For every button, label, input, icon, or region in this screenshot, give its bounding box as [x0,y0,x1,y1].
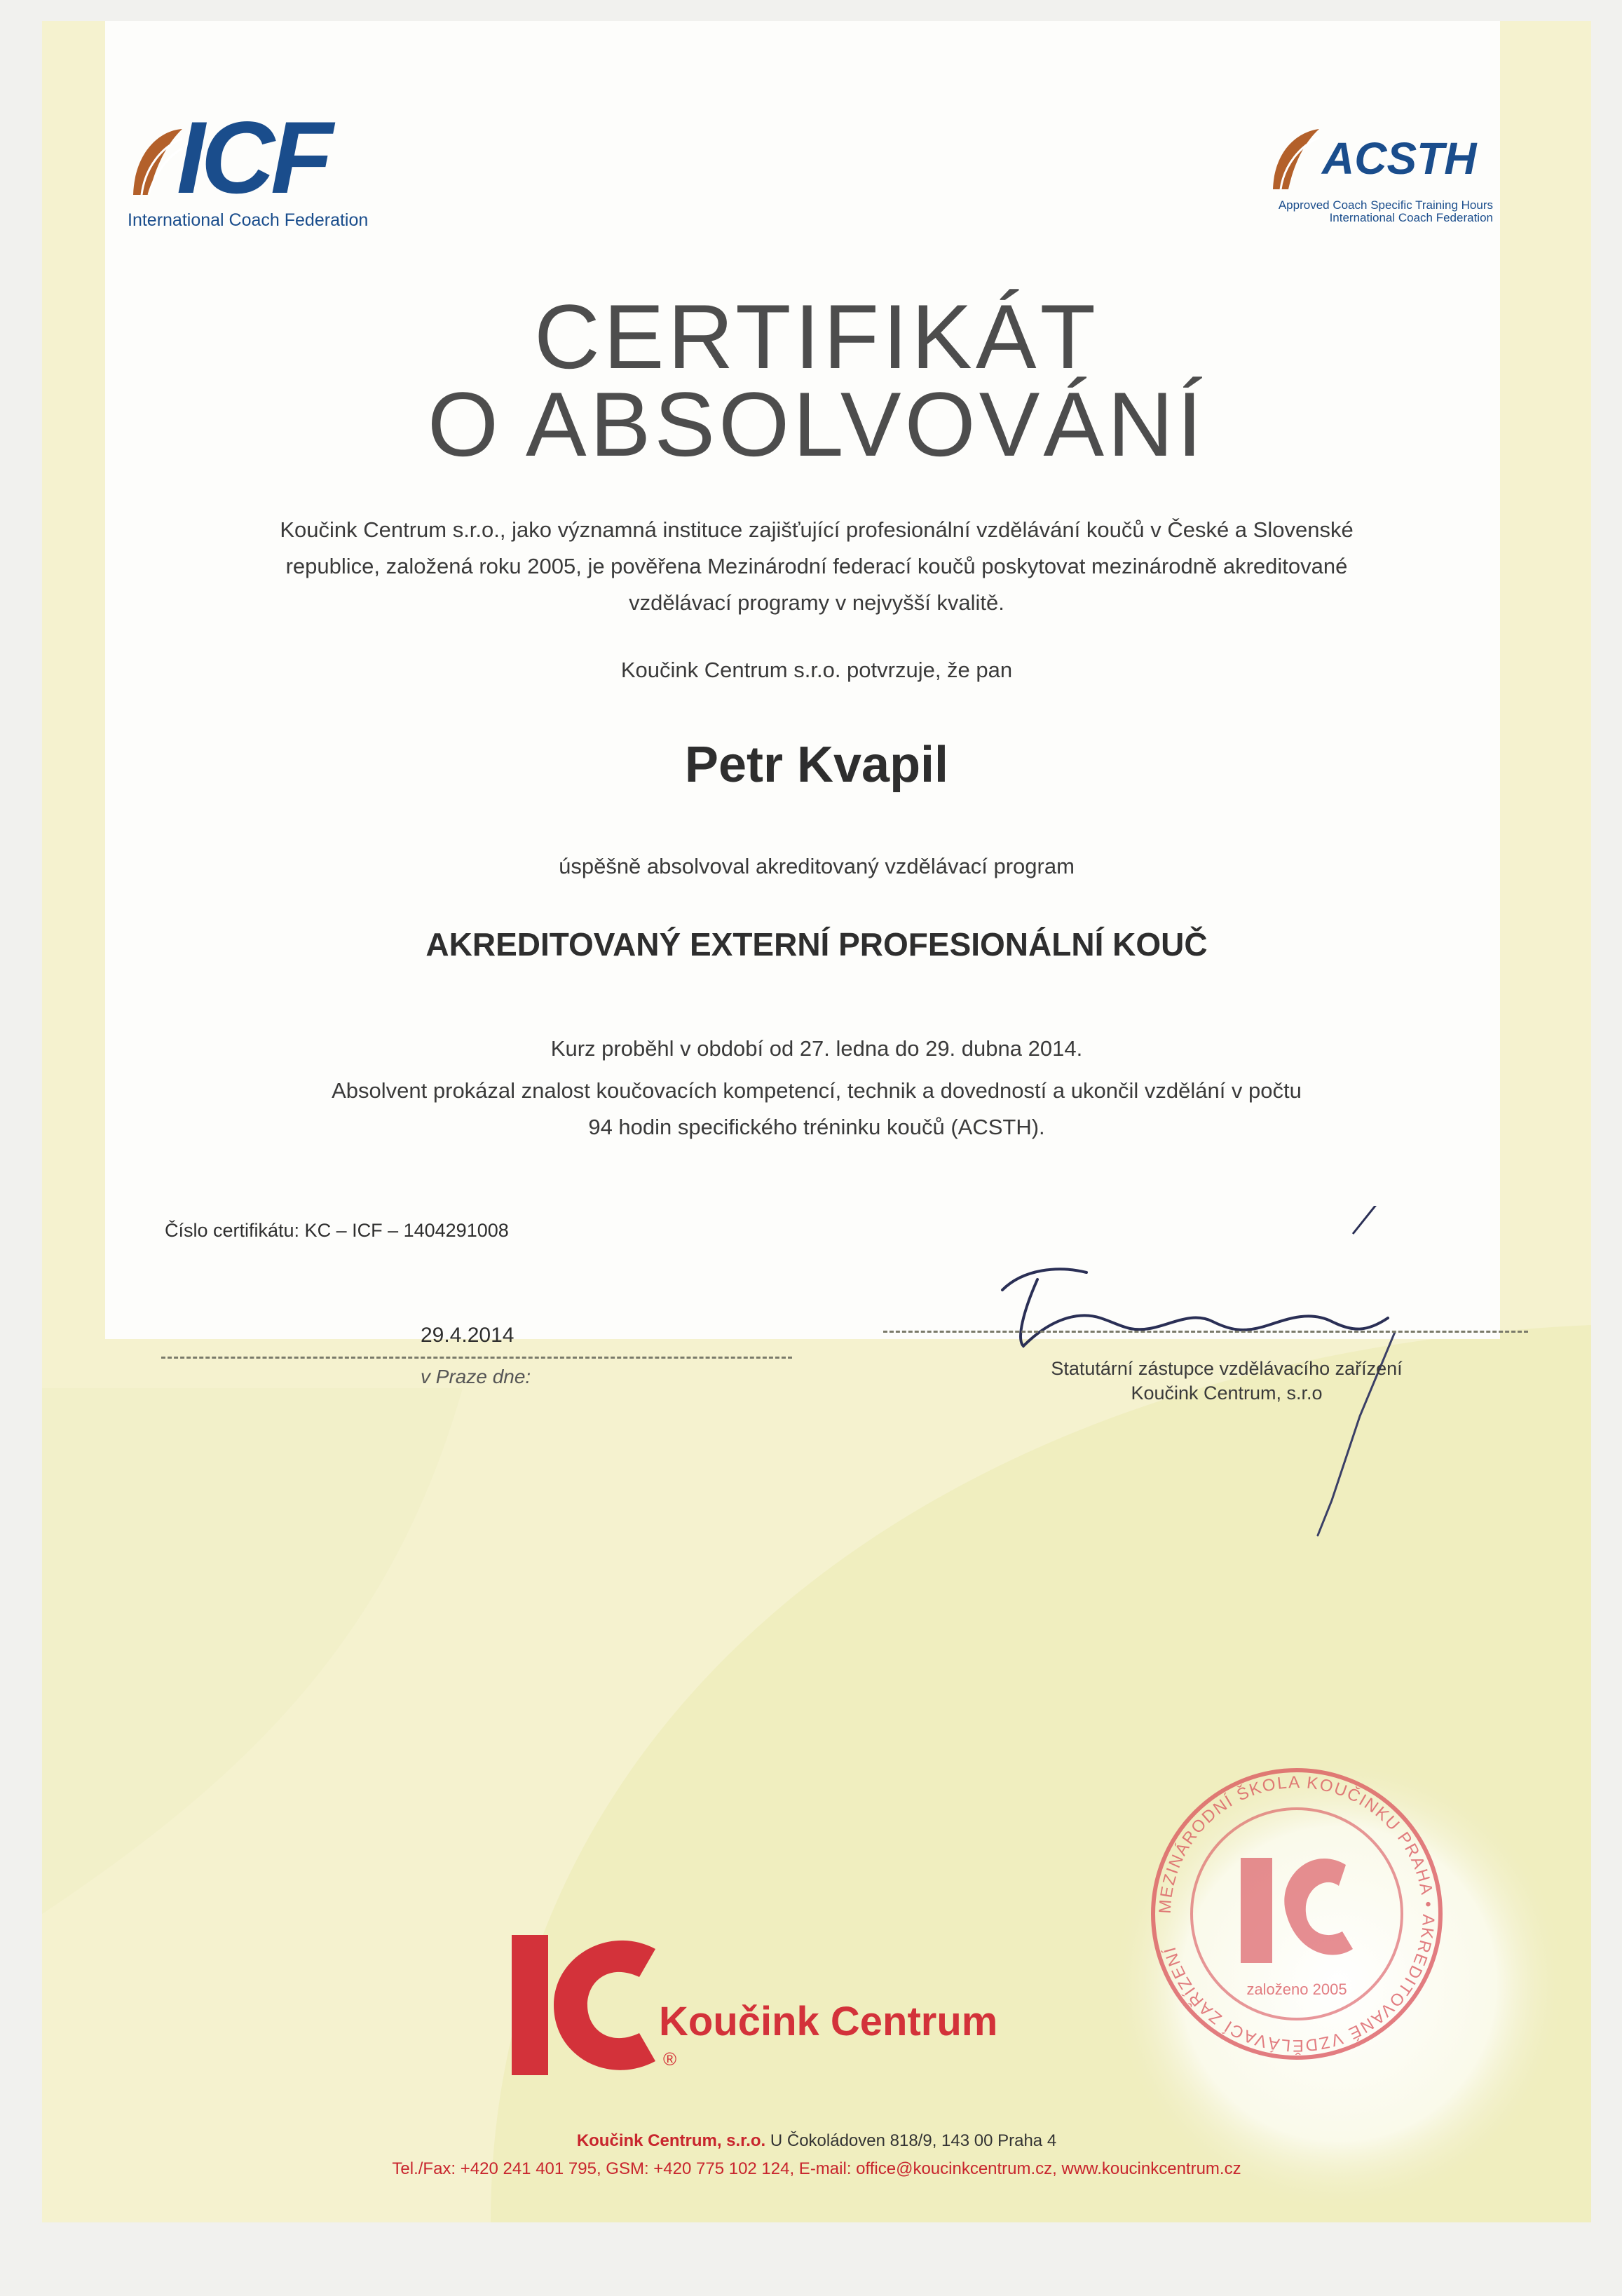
brand-name [659,1998,997,2045]
acsth-subtitle [1269,199,1493,224]
icf-swoosh-icon [128,125,184,202]
signer-caption [946,1357,1507,1406]
program-name: AKREDITOVANÝ EXTERNÍ PROFESIONÁLNÍ KOUČ [425,926,1208,963]
registered-mark: ® [663,2049,677,2070]
intro-line-1: Koučink Centrum s.r.o., jako významná instituce zajišťující profesionální vzdělávání koučů v České a Slovenské [280,517,1354,542]
certificate-page [42,21,1591,2222]
footer-company [42,2131,1591,2151]
footer-company-name: Koučink Centrum, s.r.o. [576,2131,766,2150]
certificate-number: Číslo certifikátu: KC – ICF – 1404291008 [165,1220,509,1241]
icf-subtitle: International Coach Federation [128,210,369,230]
intro-line-3: vzdělávací programy v nejvyšší kvalitě. [629,590,1004,615]
stamp-ring-text: MEZINÁRODNÍ ŠKOLA KOUČINKU PRAHA • AKREDITOVANÉ VZDĚLÁVACÍ ZAŘÍZENÍ [1155,1772,1438,2056]
brand-name-text: Koučink Centrum [659,1999,998,2044]
signer-company: Koučink Centrum, s.r.o [1131,1383,1323,1404]
issue-place: v Praze dne: [421,1366,531,1387]
recipient-name: Petr Kvapil [684,737,949,793]
footer-address: U Čokoládoven 818/9, 143 00 Praha 4 [770,2131,1057,2150]
competence-paragraph [182,1073,1451,1146]
signature-line [883,1331,1528,1333]
acsth-subtitle-line1: Approved Coach Specific Training Hours [1278,198,1493,212]
acsth-swoosh-icon [1269,126,1322,193]
acsth-subtitle-line2: International Coach Federation [1329,210,1493,224]
date-line [161,1357,792,1359]
completed-text: úspěšně absolvoval akreditovaný vzdělávací program [559,854,1075,878]
footer-contacts: Tel./Fax: +420 241 401 795, GSM: +420 775 102 124, E-mail: office@koucinkcentrum.cz, www.koucinkcentrum.cz [392,2159,1241,2178]
acsth-wordmark: ACSTH [1322,133,1477,184]
confirm-text: Koučink Centrum s.r.o. potvrzuje, že pan [620,658,1013,682]
intro-line-2: republice, založená roku 2005, je pověřena Mezinárodní federací koučů poskytovat mezinárodně akreditované [285,554,1348,578]
intro-paragraph [182,512,1451,621]
company-stamp [1136,1753,1458,2075]
competence-line-2: 94 hodin specifického tréninku koučů (ACSTH). [588,1115,1045,1139]
stamp-year: založeno 2005 [1246,1981,1347,1998]
issue-date: 29.4.2014 [421,1324,514,1347]
kc-monogram-icon [505,1928,659,2082]
course-period: Kurz proběhl v období od 27. ledna do 29. dubna 2014. [550,1036,1083,1061]
title-line-1: CERTIFIKÁT [533,285,1099,388]
title-line-2: O ABSOLVOVÁNÍ [427,373,1206,475]
signer-role: Statutární zástupce vzdělávacího zařízení [1051,1358,1403,1379]
icf-wordmark: ICF [177,100,329,215]
competence-line-1: Absolvent prokázal znalost koučovacích kompetencí, technik a dovedností a ukončil vzdělání v počtu [332,1078,1302,1103]
